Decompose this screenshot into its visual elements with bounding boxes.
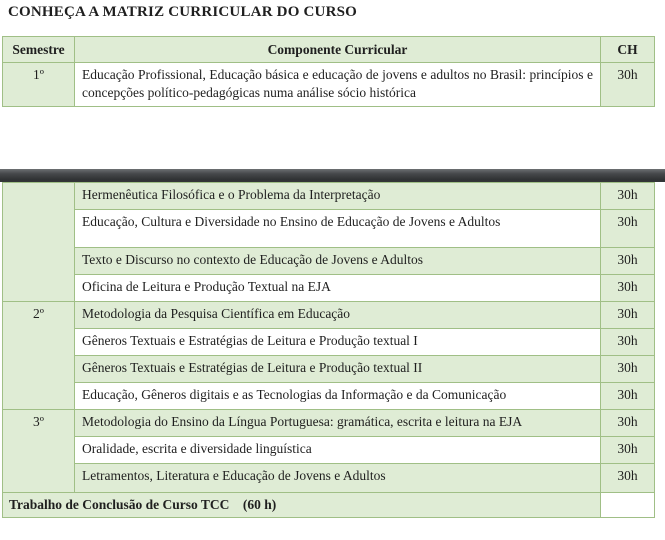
page-title: CONHEÇA A MATRIZ CURRICULAR DO CURSO: [8, 4, 358, 20]
tcc-hours-cell: [601, 493, 655, 518]
course-cell: Oficina de Leitura e Produção Textual na EJA: [75, 275, 601, 302]
hours-cell: 30h: [601, 248, 655, 275]
semester-cell: 1º: [3, 63, 75, 107]
hours-cell: 30h: [601, 437, 655, 464]
curriculum-table-page1: [2, 36, 655, 107]
semester-cell: [3, 183, 75, 302]
course-cell: Letramentos, Literatura e Educação de Jovens e Adultos: [75, 464, 601, 493]
tcc-row-label: Trabalho de Conclusão de Curso TCC (60 h): [3, 493, 601, 518]
semestre-header-cell: Semestre: [3, 37, 75, 63]
hours-cell: 30h: [601, 383, 655, 410]
course-cell: Gêneros Textuais e Estratégias de Leitura e Produção textual II: [75, 356, 601, 383]
course-cell: Educação, Cultura e Diversidade no Ensino de Educação de Jovens e Adultos: [75, 210, 601, 248]
hours-cell: 30h: [601, 464, 655, 493]
semester-cell: 2º: [3, 302, 75, 410]
ch-header-cell: CH: [601, 37, 655, 63]
hours-cell: 30h: [601, 275, 655, 302]
componente-header-cell: Componente Curricular: [75, 37, 601, 63]
hours-cell: 30h: [601, 410, 655, 437]
semester-cell: 3º: [3, 410, 75, 493]
course-cell: Texto e Discurso no contexto de Educação de Jovens e Adultos: [75, 248, 601, 275]
curriculum-table-page2: [2, 182, 655, 518]
page-break-divider: [0, 169, 665, 182]
course-cell: Educação Profissional, Educação básica e educação de jovens e adultos no Brasil: princípios e concepções político-pedagógicas numa análise sócio histórica: [75, 63, 601, 107]
course-cell: Metodologia do Ensino da Língua Portuguesa: gramática, escrita e leitura na EJA: [75, 410, 601, 437]
course-cell: Oralidade, escrita e diversidade linguística: [75, 437, 601, 464]
hours-cell: 30h: [601, 356, 655, 383]
course-cell: Metodologia da Pesquisa Científica em Educação: [75, 302, 601, 329]
hours-cell: 30h: [601, 63, 655, 107]
hours-cell: 30h: [601, 210, 655, 248]
course-cell: Educação, Gêneros digitais e as Tecnologias da Informação e da Comunicação: [75, 383, 601, 410]
hours-cell: 30h: [601, 183, 655, 210]
course-cell: Gêneros Textuais e Estratégias de Leitura e Produção textual I: [75, 329, 601, 356]
course-cell: Hermenêutica Filosófica e o Problema da Interpretação: [75, 183, 601, 210]
hours-cell: 30h: [601, 302, 655, 329]
hours-cell: 30h: [601, 329, 655, 356]
